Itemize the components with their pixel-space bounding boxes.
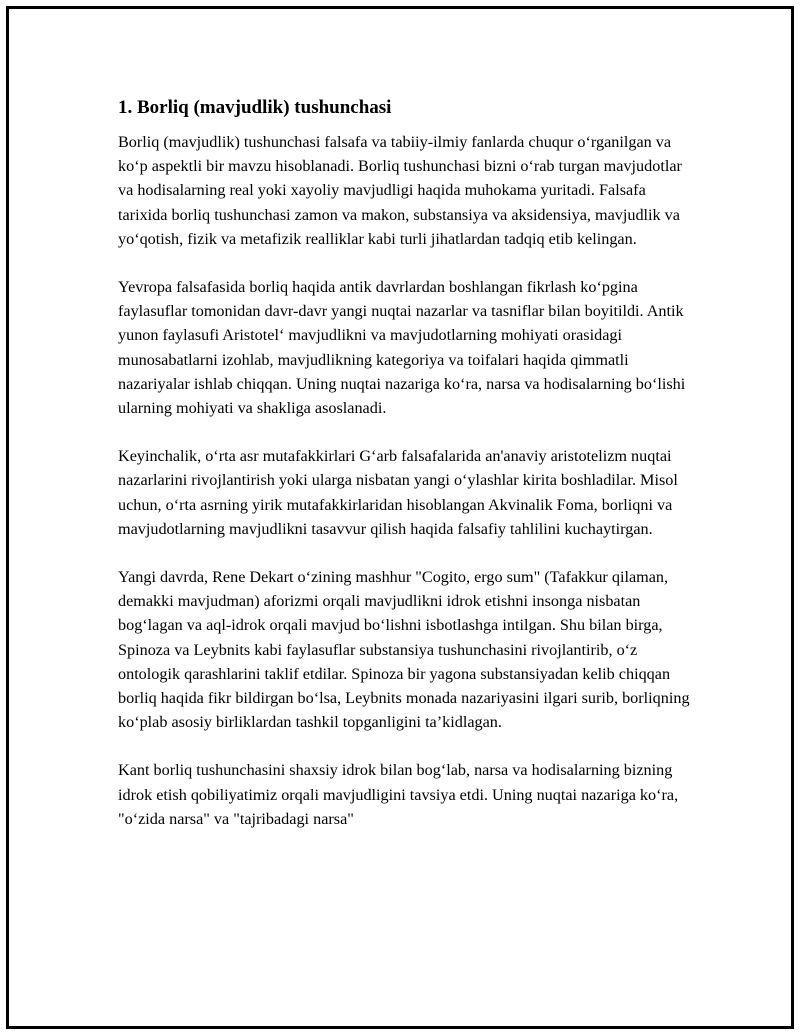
paragraph-kant: Kant borliq tushunchasini shaxsiy idrok bilan bog‘lab, narsa va hodisalarning bizning idrok etish qobiliyatimiz orqali mavjudligini tavsiya etdi. Uning nuqtai nazariga ko‘ra, "o‘zida narsa" va "tajribadagi narsa": [118, 761, 679, 828]
section-heading: 1. Borliq (mavjudlik) tushunchasi: [118, 97, 392, 118]
paragraph-modern-era: Yangi davrda, Rene Dekart o‘zining mashhur "Cogito, ergo sum" (Tafakkur qilaman, demakki mavjudman) aforizmi orqali mavjudlikni idrok etishni insonga nisbatan bog‘lagan va aql-idrok orqali mavjud bo‘lishni isbotlashga intilgan. Shu bilan birga, Spinoza va Leybnits kabi faylasuflar substansiya tushunchasini rivojlantirib, o‘z ontologik qarashlarini taklif etdilar. Spinoza bir yagona substansiyadan kelib chiqqan borliq haqida fikr bildirgan bo‘lsa, Leybnits monada nazariyasini ilgari surib, borliqning ko‘plab asosiy birliklardan tashkil topganligini ta’kidlagan.: [118, 568, 690, 732]
paragraph-europe-antiquity: Yevropa falsafasida borliq haqida antik davrlardan boshlangan fikrlash ko‘pgina faylasuflar tomonidan davr-davr yangi nuqtai nazarlar va tasniflar bilan boyitildi. Antik yunon faylasufi Aristotel‘ mavjudlikni va mavjudotlarning mohiyati orasidagi munosabatlarni izohlab, mavjudlikning kategoriya va toifalari haqida qimmatli nazariyalar ishlab chiqqan. Uning nuqtai nazariga ko‘ra, narsa va hodisalarning bo‘lishi ularning mohiyati va shakliga asoslanadi.: [118, 278, 686, 418]
document-body: [118, 96, 690, 855]
paragraph-intro: Borliq (mavjudlik) tushunchasi falsafa va tabiiy-ilmiy fanlarda chuqur o‘rganilgan va ko‘p aspektli bir mavzu hisoblanadi. Borliq tushunchasi bizni o‘rab turgan mavjudotlar va hodisalarning real yoki xayoliy mavjudligi haqida muhokama yuritadi. Falsafa tarixida borliq tushunchasi zamon va makon, substansiya va aksidensiya, mavjudlik va yo‘qotish, fizik va metafizik realliklar kabi turli jihatlardan tadqiq etib kelingan.: [118, 133, 682, 248]
paragraph-middle-ages: Keyinchalik, o‘rta asr mutafakkirlari G‘arb falsafalarida an'anaviy aristotelizm nuqtai nazarlarini rivojlantirish yoki ularga nisbatan yangi o‘ylashlar kirita boshladilar. Misol uchun, o‘rta asrning yirik mutafakkirlaridan hisoblangan Akvinalik Foma, borliqni va mavjudotlarning mavjudlikni tasavvur qilish haqida falsafiy tahlilini kuchaytirgan.: [118, 447, 678, 538]
